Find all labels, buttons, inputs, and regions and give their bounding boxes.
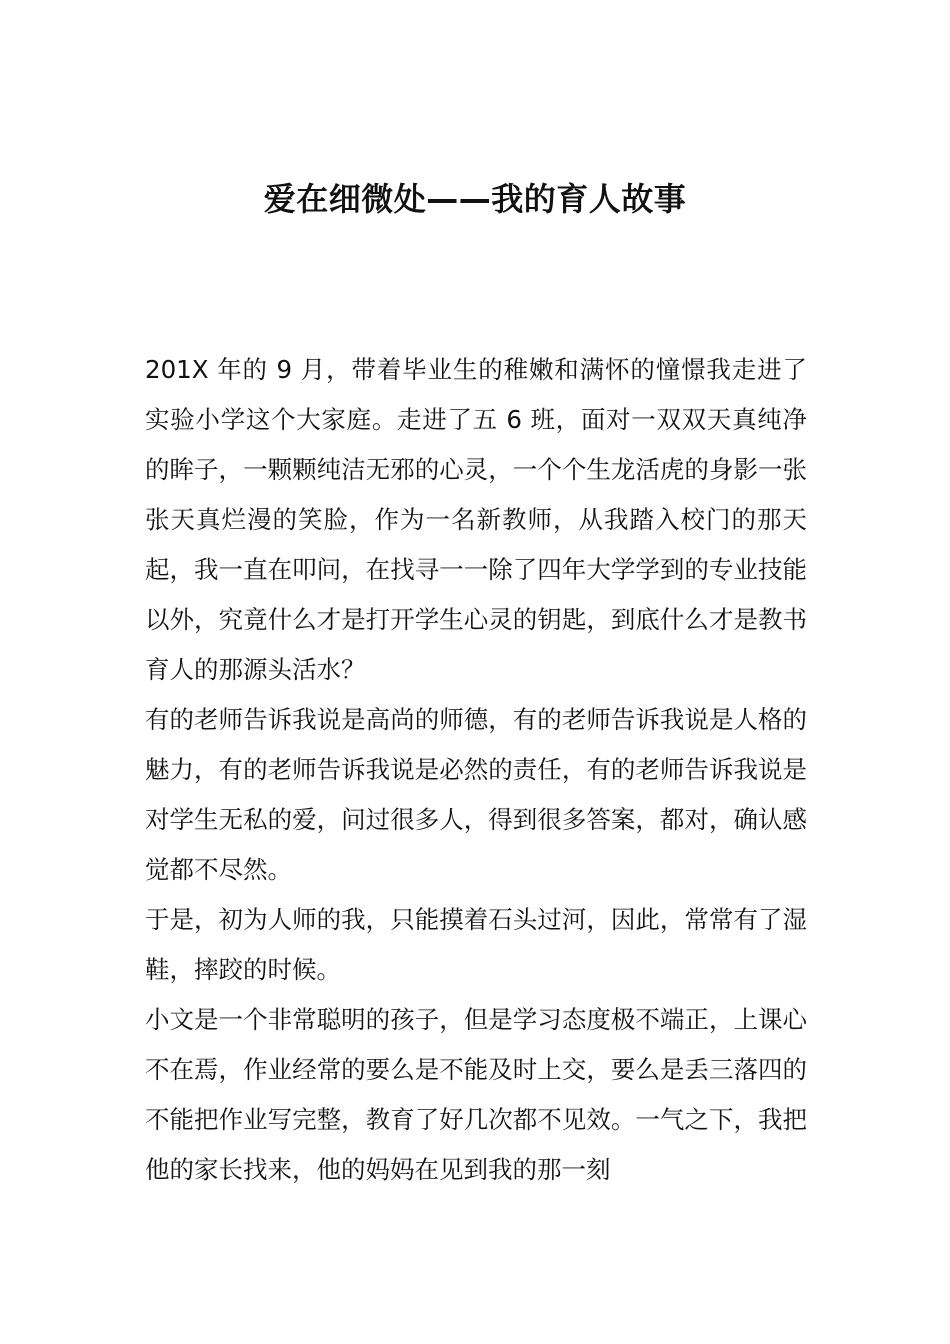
paragraph-4: 小文是一个非常聪明的孩子，但是学习态度极不端正，上课心不在焉，作业经常的要么是不能及时上交，要么是丢三落四的不能把作业写完整，教育了好几次都不见效。一气之下，我把他的家长找来，他的妈妈在见到我的那一刻 (145, 1005, 807, 1184)
document-body (145, 345, 807, 1195)
paragraph-1: 201X 年的 9 月，带着毕业生的稚嫩和满怀的憧憬我走进了实验小学这个大家庭。走进了五 6 班，面对一双双天真纯净的眸子，一颗颗纯洁无邪的心灵，一个个生龙活虎的身影一张张天真烂漫的笑脸，作为一名新教师，从我踏入校门的那天起，我一直在叩问，在找寻一一除了四年大学学到的专业技能以外，究竟什么才是打开学生心灵的钥匙，到底什么才是教书育人的那源头活水？ (145, 355, 807, 684)
paragraph-3: 于是，初为人师的我，只能摸着石头过河，因此，常常有了湿鞋，摔跤的时候。 (145, 905, 807, 984)
document-title: 爱在细微处——我的育人故事 (263, 180, 687, 219)
paragraph-2: 有的老师告诉我说是高尚的师德，有的老师告诉我说是人格的魅力，有的老师告诉我说是必然的责任，有的老师告诉我说是对学生无私的爱，问过很多人，得到很多答案，都对，确认感觉都不尽然。 (145, 705, 807, 884)
